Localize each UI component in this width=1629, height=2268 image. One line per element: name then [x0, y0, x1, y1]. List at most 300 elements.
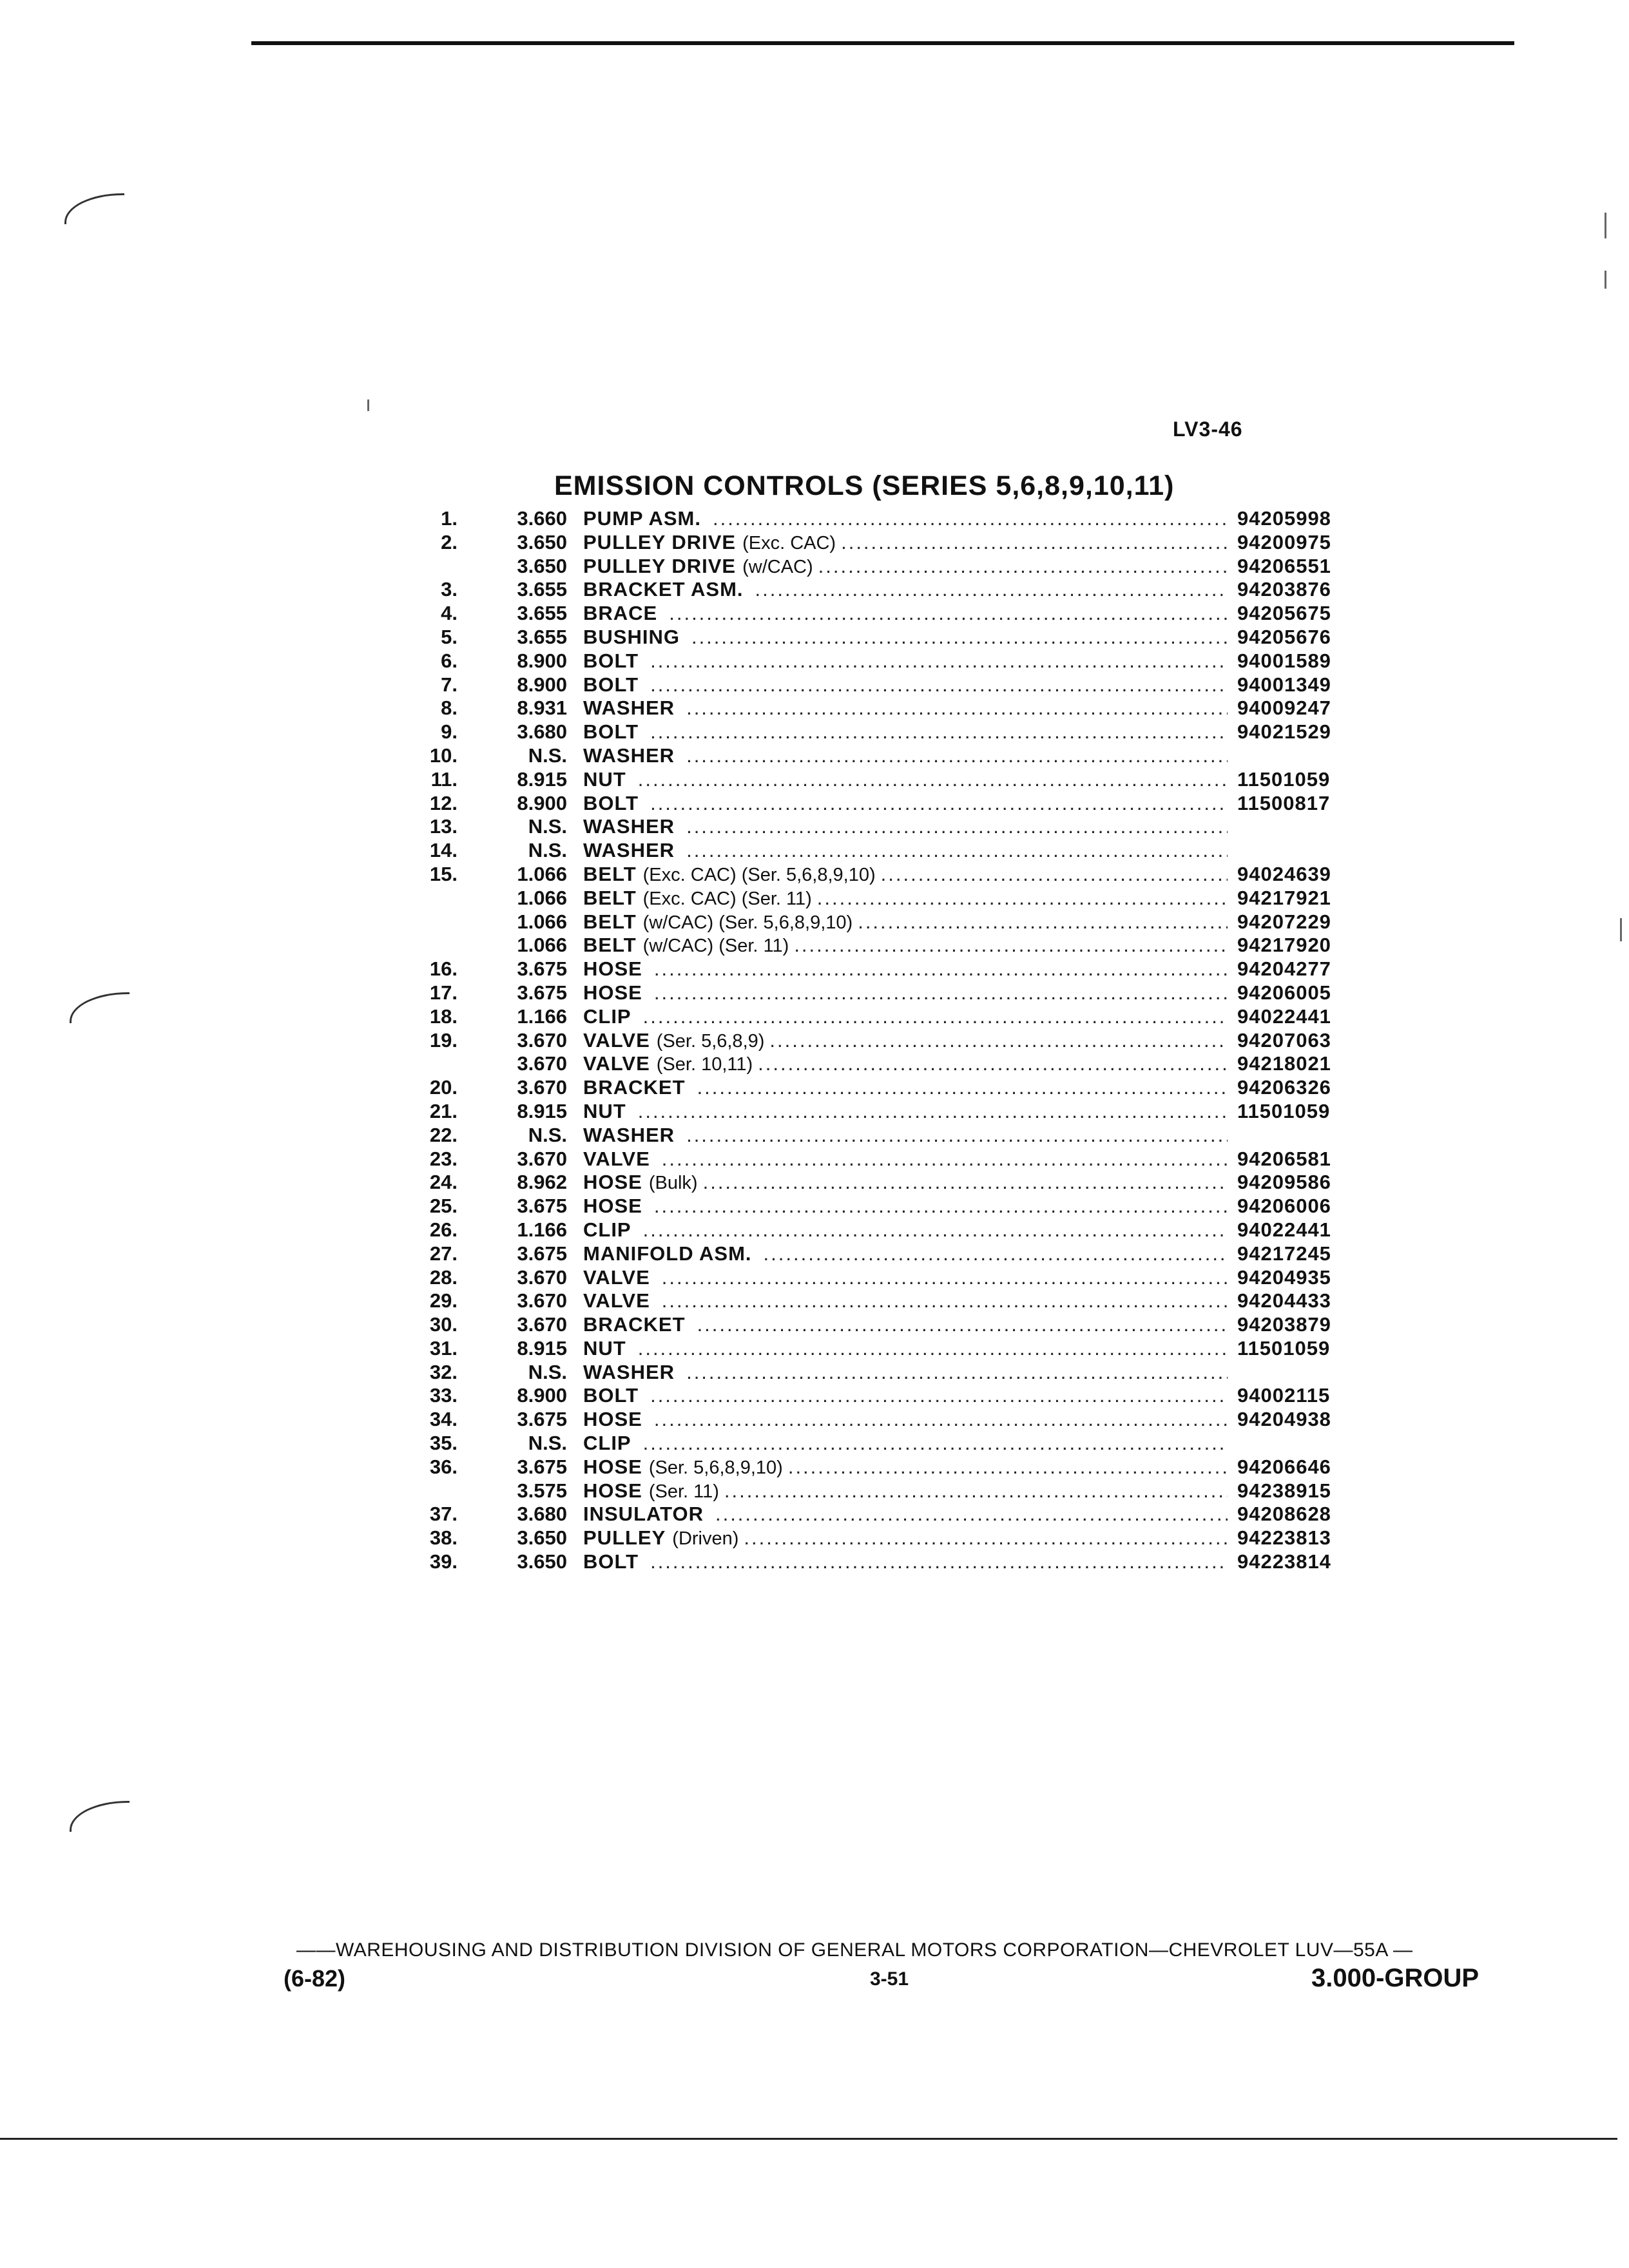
- group-number: 3.675: [517, 1408, 567, 1431]
- ref-number: 14.: [429, 839, 458, 862]
- dot-leader: [715, 1503, 1228, 1526]
- part-number: 94218021: [1237, 1052, 1331, 1075]
- part-row: [393, 1052, 1385, 1076]
- part-name: HOSE: [583, 1171, 642, 1194]
- part-description: [583, 1384, 1228, 1408]
- part-note: (w/CAC) (Ser. 11): [642, 936, 789, 957]
- dot-leader: [713, 507, 1228, 531]
- part-number: 11501059: [1237, 1336, 1331, 1360]
- part-note: (w/CAC): [742, 556, 813, 577]
- part-description: [583, 839, 1228, 863]
- page-code: LV3-46: [1173, 418, 1243, 441]
- dot-leader: [764, 1242, 1228, 1266]
- part-row: [393, 1076, 1385, 1100]
- ref-number: 21.: [429, 1099, 458, 1122]
- part-description: [583, 1526, 1228, 1551]
- part-name: CLIP: [583, 1432, 631, 1455]
- dot-leader: [643, 1218, 1228, 1242]
- scan-speck: [367, 399, 369, 411]
- part-description: [583, 602, 1228, 626]
- part-description: [583, 1124, 1228, 1148]
- punch-mark: [70, 1801, 130, 1832]
- part-description: [583, 957, 1228, 981]
- dot-leader: [650, 1384, 1228, 1408]
- part-number: 94208628: [1237, 1503, 1331, 1526]
- group-number: 3.670: [517, 1147, 567, 1170]
- dot-leader: [686, 744, 1228, 768]
- part-row: [393, 934, 1385, 957]
- part-row: [393, 744, 1385, 768]
- part-description: [583, 1408, 1228, 1432]
- part-number: 94022441: [1237, 1218, 1331, 1241]
- group-number: 3.680: [517, 720, 567, 744]
- part-name: INSULATOR: [583, 1503, 704, 1526]
- group-number: 3.680: [517, 1503, 567, 1526]
- dot-leader: [817, 887, 1228, 910]
- group-number: 3.660: [517, 507, 567, 530]
- group-number: 3.670: [517, 1052, 567, 1075]
- part-row: [393, 1384, 1385, 1408]
- part-description: [583, 1100, 1228, 1124]
- ref-number: 33.: [429, 1384, 458, 1407]
- part-name: BRACE: [583, 602, 658, 625]
- ref-number: 20.: [429, 1076, 458, 1099]
- part-name: NUT: [583, 767, 626, 791]
- part-description: [583, 507, 1228, 531]
- part-name: WASHER: [583, 1123, 675, 1146]
- ref-number: 39.: [429, 1550, 458, 1573]
- part-name: BOLT: [583, 1384, 639, 1407]
- bottom-rule: [0, 2138, 1617, 2140]
- group-number: N.S.: [528, 1432, 567, 1455]
- part-number: 94203876: [1237, 578, 1331, 601]
- part-description: [583, 1218, 1228, 1242]
- dot-leader: [650, 792, 1228, 816]
- footer-group: 3.000-GROUP: [1311, 1964, 1480, 1992]
- dot-leader: [818, 555, 1228, 579]
- part-name: NUT: [583, 1099, 626, 1122]
- part-row: [393, 1432, 1385, 1456]
- top-rule: [251, 41, 1514, 45]
- part-number: 94203879: [1237, 1313, 1331, 1336]
- part-note: (Exc. CAC): [742, 532, 836, 553]
- part-description: [583, 555, 1228, 579]
- parts-list: [393, 507, 1385, 1574]
- group-number: 3.655: [517, 602, 567, 625]
- part-row: [393, 1361, 1385, 1385]
- part-description: [583, 578, 1228, 602]
- part-number: 94022441: [1237, 1004, 1331, 1028]
- ref-number: 26.: [429, 1218, 458, 1241]
- ref-number: 8.: [441, 697, 458, 720]
- dot-leader: [654, 981, 1228, 1005]
- part-description: [583, 1148, 1228, 1171]
- part-name: MANIFOLD ASM.: [583, 1242, 752, 1265]
- dot-leader: [758, 1052, 1228, 1076]
- part-description: [583, 531, 1228, 555]
- ref-number: 24.: [429, 1171, 458, 1194]
- part-name: WASHER: [583, 1360, 675, 1383]
- part-number: 94205998: [1237, 507, 1331, 530]
- part-name: BOLT: [583, 673, 639, 696]
- dot-leader: [650, 649, 1228, 673]
- part-name: PUMP ASM.: [583, 507, 701, 530]
- dot-leader: [686, 1361, 1228, 1385]
- part-row: [393, 839, 1385, 863]
- part-description: [583, 649, 1228, 673]
- part-name: BELT: [583, 862, 637, 885]
- dot-leader: [686, 697, 1228, 720]
- part-number: 94206646: [1237, 1455, 1331, 1478]
- dot-leader: [638, 1337, 1228, 1361]
- part-row: [393, 1526, 1385, 1550]
- part-description: [583, 1029, 1228, 1053]
- part-name: BRACKET ASM.: [583, 578, 744, 601]
- dot-leader: [662, 1148, 1228, 1171]
- part-name: PULLEY DRIVE: [583, 530, 737, 553]
- ref-number: 7.: [441, 673, 458, 696]
- dot-leader: [643, 1432, 1228, 1456]
- dot-leader: [697, 1076, 1228, 1100]
- part-row: [393, 1005, 1385, 1029]
- group-number: 8.900: [517, 673, 567, 696]
- group-number: N.S.: [528, 744, 567, 767]
- part-name: WASHER: [583, 839, 675, 862]
- scan-speck: [1620, 918, 1622, 941]
- part-row: [393, 981, 1385, 1005]
- part-row: [393, 1171, 1385, 1195]
- part-row: [393, 1479, 1385, 1503]
- dot-leader: [769, 1029, 1228, 1053]
- dot-leader: [691, 626, 1228, 649]
- group-number: 1.066: [517, 886, 567, 909]
- part-row: [393, 1550, 1385, 1574]
- footer-page-number: 3-51: [870, 1968, 909, 1990]
- part-number: 94204935: [1237, 1265, 1331, 1289]
- part-description: [583, 910, 1228, 935]
- part-name: BUSHING: [583, 625, 680, 648]
- group-number: 3.675: [517, 957, 567, 981]
- part-row: [393, 1124, 1385, 1148]
- part-name: PULLEY: [583, 1526, 666, 1550]
- ref-number: 23.: [429, 1147, 458, 1170]
- ref-number: 16.: [429, 957, 458, 981]
- part-description: [583, 1503, 1228, 1526]
- group-number: 8.900: [517, 1384, 567, 1407]
- group-number: 3.670: [517, 1076, 567, 1099]
- part-description: [583, 1456, 1228, 1480]
- group-number: 8.915: [517, 1099, 567, 1122]
- dot-leader: [788, 1456, 1228, 1479]
- part-number: 11500817: [1237, 791, 1331, 814]
- group-number: 3.650: [517, 554, 567, 577]
- part-name: VALVE: [583, 1028, 650, 1052]
- part-number: 94204938: [1237, 1408, 1331, 1431]
- part-name: VALVE: [583, 1052, 650, 1075]
- dot-leader: [650, 720, 1228, 744]
- part-row: [393, 555, 1385, 579]
- group-number: 3.675: [517, 1242, 567, 1265]
- part-row: [393, 578, 1385, 602]
- part-number: 94024639: [1237, 862, 1331, 885]
- ref-number: 27.: [429, 1242, 458, 1265]
- part-row: [393, 815, 1385, 839]
- part-description: [583, 981, 1228, 1005]
- part-description: [583, 887, 1228, 911]
- ref-number: 1.: [441, 507, 458, 530]
- part-row: [393, 720, 1385, 744]
- part-note: (Ser. 10,11): [656, 1054, 753, 1075]
- part-name: PULLEY DRIVE: [583, 554, 737, 577]
- part-row: [393, 673, 1385, 697]
- part-number: 94238915: [1237, 1479, 1331, 1502]
- part-number: 94204277: [1237, 957, 1331, 981]
- group-number: 1.166: [517, 1004, 567, 1028]
- part-number: 11501059: [1237, 1099, 1331, 1122]
- ref-number: 35.: [429, 1432, 458, 1455]
- group-number: 1.166: [517, 1218, 567, 1241]
- dot-leader: [697, 1313, 1228, 1337]
- part-name: BOLT: [583, 791, 639, 814]
- part-description: [583, 1195, 1228, 1218]
- part-name: HOSE: [583, 957, 642, 981]
- part-number: 94001349: [1237, 673, 1331, 696]
- group-number: 8.900: [517, 649, 567, 672]
- ref-number: 37.: [429, 1503, 458, 1526]
- part-row: [393, 792, 1385, 816]
- group-number: N.S.: [528, 1123, 567, 1146]
- dot-leader: [794, 934, 1228, 957]
- part-number: 94217920: [1237, 934, 1331, 957]
- part-number: 94206005: [1237, 981, 1331, 1004]
- part-note: (Ser. 5,6,8,9,10): [648, 1457, 783, 1478]
- group-number: 3.675: [517, 1455, 567, 1478]
- ref-number: 11.: [430, 767, 458, 791]
- group-number: 8.962: [517, 1171, 567, 1194]
- part-row: [393, 602, 1385, 626]
- page-title: EMISSION CONTROLS (SERIES 5,6,8,9,10,11): [554, 470, 1175, 501]
- ref-number: 17.: [429, 981, 458, 1004]
- part-name: BOLT: [583, 1550, 639, 1573]
- part-number: 11501059: [1237, 767, 1331, 791]
- part-row: [393, 1266, 1385, 1290]
- dot-leader: [662, 1289, 1228, 1313]
- part-name: HOSE: [583, 1408, 642, 1431]
- group-number: 3.650: [517, 530, 567, 553]
- part-number: 94205676: [1237, 625, 1331, 648]
- dot-leader: [881, 863, 1228, 887]
- part-row: [393, 1289, 1385, 1313]
- ref-number: 6.: [441, 649, 458, 672]
- dot-leader: [654, 957, 1228, 981]
- part-name: HOSE: [583, 1455, 642, 1478]
- group-number: 3.670: [517, 1265, 567, 1289]
- ref-number: 3.: [441, 578, 458, 601]
- part-row: [393, 626, 1385, 649]
- part-description: [583, 863, 1228, 887]
- part-number: 94200975: [1237, 530, 1331, 553]
- dot-leader: [841, 531, 1228, 555]
- dot-leader: [686, 839, 1228, 863]
- group-number: 1.066: [517, 862, 567, 885]
- part-description: [583, 673, 1228, 697]
- ref-number: 32.: [429, 1360, 458, 1383]
- part-name: VALVE: [583, 1289, 650, 1312]
- part-row: [393, 531, 1385, 555]
- ref-number: 10.: [429, 744, 458, 767]
- footer-publisher-line: ——WAREHOUSING AND DISTRIBUTION DIVISION OF GENERAL MOTORS CORPORATION—CHEVROLET LUV—55A —: [296, 1939, 1413, 1961]
- part-name: HOSE: [583, 1195, 642, 1218]
- ref-number: 29.: [429, 1289, 458, 1312]
- part-name: WASHER: [583, 697, 675, 720]
- part-name: BRACKET: [583, 1313, 686, 1336]
- part-name: CLIP: [583, 1218, 631, 1241]
- dot-leader: [669, 602, 1228, 626]
- part-description: [583, 1432, 1228, 1456]
- part-name: WASHER: [583, 815, 675, 838]
- group-number: 3.670: [517, 1313, 567, 1336]
- group-number: 3.655: [517, 578, 567, 601]
- ref-number: 4.: [441, 602, 458, 625]
- part-row: [393, 1242, 1385, 1266]
- dot-leader: [744, 1526, 1228, 1550]
- part-name: BOLT: [583, 720, 639, 744]
- part-number: 94223813: [1237, 1526, 1331, 1550]
- part-number: 94206581: [1237, 1147, 1331, 1170]
- group-number: 1.066: [517, 910, 567, 933]
- dot-leader: [650, 1550, 1228, 1574]
- part-row: [393, 1313, 1385, 1337]
- part-number: 94205675: [1237, 602, 1331, 625]
- part-description: [583, 1550, 1228, 1574]
- part-row: [393, 1408, 1385, 1432]
- part-number: 94206006: [1237, 1195, 1331, 1218]
- ref-number: 30.: [429, 1313, 458, 1336]
- dot-leader: [703, 1171, 1228, 1195]
- part-number: 94217245: [1237, 1242, 1331, 1265]
- dot-leader: [662, 1266, 1228, 1290]
- group-number: 8.900: [517, 791, 567, 814]
- part-row: [393, 1218, 1385, 1242]
- part-description: [583, 1005, 1228, 1029]
- group-number: 3.675: [517, 981, 567, 1004]
- group-number: 3.675: [517, 1195, 567, 1218]
- group-number: 8.915: [517, 767, 567, 791]
- part-name: BELT: [583, 886, 637, 909]
- part-description: [583, 1337, 1228, 1361]
- dot-leader: [650, 673, 1228, 697]
- part-number: 94021529: [1237, 720, 1331, 744]
- part-row: [393, 887, 1385, 910]
- part-description: [583, 1289, 1228, 1313]
- group-number: 3.670: [517, 1289, 567, 1312]
- group-number: 3.575: [517, 1479, 567, 1502]
- part-description: [583, 720, 1228, 744]
- ref-number: 12.: [429, 791, 458, 814]
- ref-number: 2.: [441, 530, 458, 553]
- part-row: [393, 863, 1385, 887]
- part-number: 94209586: [1237, 1171, 1331, 1194]
- part-description: [583, 768, 1228, 792]
- group-number: N.S.: [528, 839, 567, 862]
- part-description: [583, 1361, 1228, 1385]
- group-number: 8.931: [517, 697, 567, 720]
- part-name: HOSE: [583, 981, 642, 1004]
- part-description: [583, 626, 1228, 649]
- ref-number: 15.: [429, 862, 458, 885]
- punch-mark: [64, 193, 124, 224]
- part-name: NUT: [583, 1336, 626, 1360]
- part-number: 94217921: [1237, 886, 1331, 909]
- part-number: 94009247: [1237, 697, 1331, 720]
- dot-leader: [654, 1408, 1228, 1432]
- part-row: [393, 649, 1385, 673]
- dot-leader: [638, 1100, 1228, 1124]
- group-number: 3.655: [517, 625, 567, 648]
- dot-leader: [858, 910, 1228, 934]
- part-row: [393, 957, 1385, 981]
- part-row: [393, 1029, 1385, 1053]
- part-number: 94207229: [1237, 910, 1331, 933]
- part-row: [393, 768, 1385, 792]
- part-row: [393, 507, 1385, 531]
- ref-number: 13.: [429, 815, 458, 838]
- part-number: 94001589: [1237, 649, 1331, 672]
- part-description: [583, 1052, 1228, 1077]
- part-name: CLIP: [583, 1004, 631, 1028]
- part-note: (Exc. CAC) (Ser. 5,6,8,9,10): [642, 864, 876, 885]
- group-number: 1.066: [517, 934, 567, 957]
- part-note: (Exc. CAC) (Ser. 11): [642, 888, 812, 909]
- part-description: [583, 1313, 1228, 1337]
- group-number: 3.650: [517, 1550, 567, 1573]
- ref-number: 34.: [429, 1408, 458, 1431]
- scan-speck: [1605, 271, 1606, 289]
- ref-number: 5.: [441, 625, 458, 648]
- part-row: [393, 1100, 1385, 1124]
- ref-number: 38.: [429, 1526, 458, 1550]
- part-description: [583, 1171, 1228, 1195]
- ref-number: 25.: [429, 1195, 458, 1218]
- dot-leader: [686, 1124, 1228, 1148]
- dot-leader: [654, 1195, 1228, 1218]
- ref-number: 18.: [429, 1004, 458, 1028]
- part-row: [393, 910, 1385, 934]
- part-row: [393, 1456, 1385, 1479]
- part-name: BELT: [583, 910, 637, 933]
- part-note: (Ser. 5,6,8,9): [656, 1030, 765, 1052]
- part-note: (w/CAC) (Ser. 5,6,8,9,10): [642, 912, 853, 933]
- part-note: (Bulk): [648, 1173, 698, 1194]
- ref-number: 19.: [429, 1028, 458, 1052]
- dot-leader: [686, 815, 1228, 839]
- part-description: [583, 815, 1228, 839]
- dot-leader: [638, 768, 1228, 792]
- dot-leader: [724, 1479, 1228, 1503]
- group-number: N.S.: [528, 815, 567, 838]
- part-row: [393, 1195, 1385, 1218]
- part-name: BRACKET: [583, 1076, 686, 1099]
- part-number: 94206551: [1237, 554, 1331, 577]
- part-row: [393, 1503, 1385, 1526]
- part-number: 94206326: [1237, 1076, 1331, 1099]
- part-note: (Ser. 11): [648, 1481, 719, 1502]
- group-number: 3.650: [517, 1526, 567, 1550]
- group-number: N.S.: [528, 1360, 567, 1383]
- part-description: [583, 1266, 1228, 1290]
- part-row: [393, 697, 1385, 720]
- part-number: 94207063: [1237, 1028, 1331, 1052]
